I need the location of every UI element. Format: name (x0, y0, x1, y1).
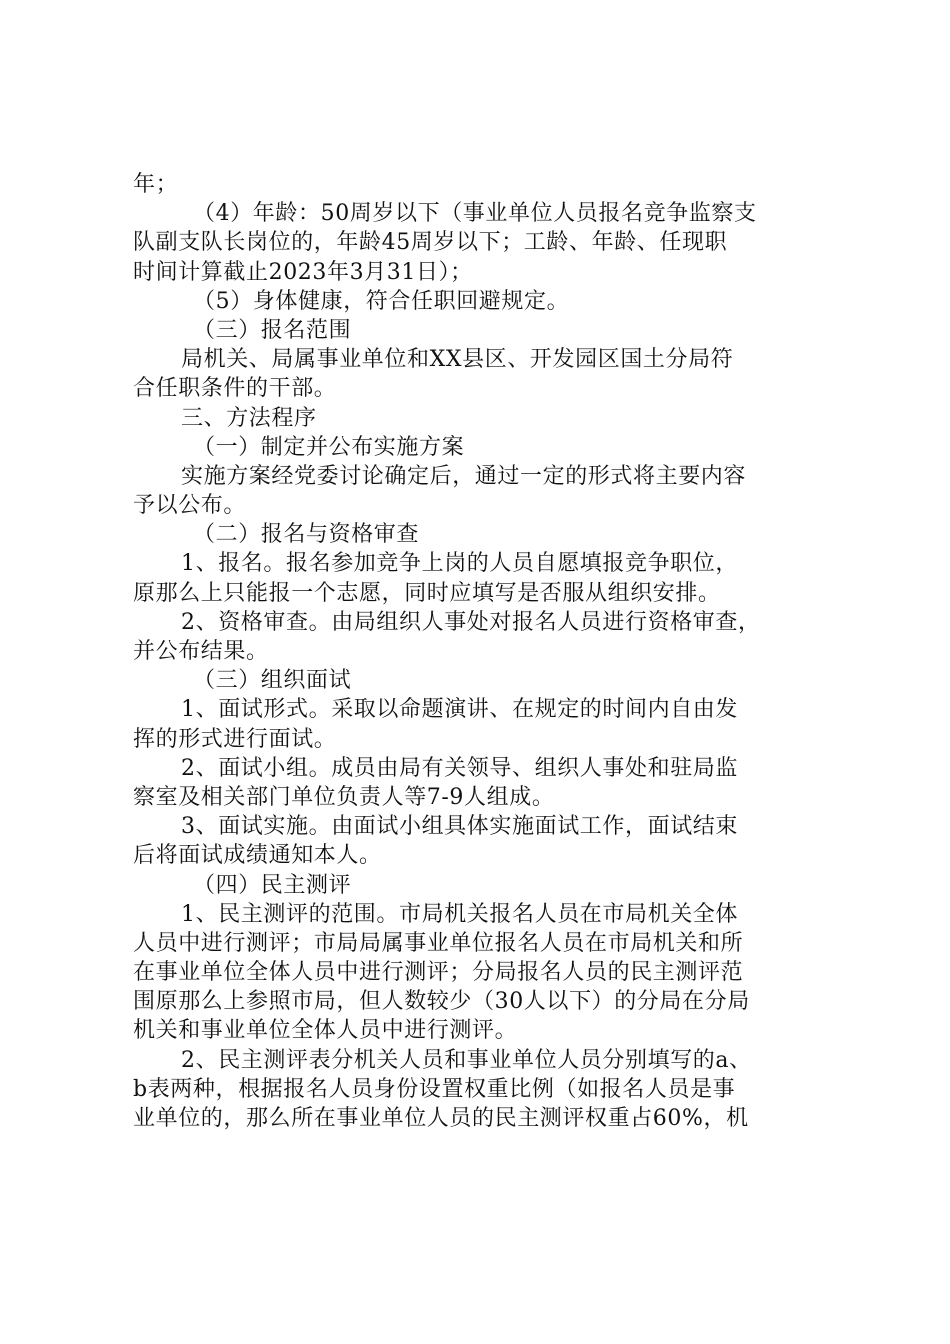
text-line: 挥的形式进行面试。 (133, 726, 337, 752)
text-line: 1、报名。报名参加竞争上岗的人员自愿填报竞争职位， (181, 551, 738, 577)
text-line: 局机关、局属事业单位和XX县区、开发园区国土分局符 (181, 347, 734, 373)
text-line: 队副支队长岗位的，年龄45周岁以下；工龄、年龄、任现职 (133, 230, 728, 256)
text-line: 察室及相关部门单位负责人等7-9人组成。 (133, 784, 555, 810)
text-line: 后将面试成绩通知本人。 (133, 843, 382, 869)
text-line: 时间计算截止2023年3月31日）； (133, 259, 473, 285)
text-line: 1、面试形式。采取以命题演讲、在规定的时间内自由发 (181, 697, 738, 723)
text-line: 合任职条件的干部。 (133, 376, 337, 402)
text-line: 原那么上只能报一个志愿，同时应填写是否服从组织安排。 (133, 580, 721, 606)
text-line: 人员中进行测评；市局局属事业单位报名人员在市局机关和所 (133, 930, 744, 956)
text-line: 并公布结果。 (133, 639, 269, 664)
text-line: 年； (133, 172, 179, 197)
text-line: 3、面试实施。由面试小组具体实施面试工作，面试结束 (181, 814, 738, 840)
text-line: 机关和事业单位全体人员中进行测评。 (133, 1018, 518, 1044)
text-line: （三）组织面试 (193, 668, 352, 694)
text-line: 2、民主测评表分机关人员和事业单位人员分别填写的a、 (181, 1047, 752, 1073)
document-body (133, 170, 828, 1133)
text-line: 1、民主测评的范围。市局机关报名人员在市局机关全体 (181, 901, 738, 927)
text-line: b表两种，根据报名人员身份设置权重比例（如报名人员是事 (133, 1076, 736, 1102)
text-line: 围原那么上参照市局，但人数较少（30人以下）的分局在分局 (133, 989, 750, 1015)
text-line: 在事业单位全体人员中进行测评；分局报名人员的民主测评范 (133, 960, 744, 986)
text-line: 三、方法程序 (181, 405, 317, 431)
text-line: （四）民主测评 (193, 872, 352, 898)
text-line: （5）身体健康，符合任职回避规定。 (193, 288, 570, 314)
text-line: 2、资格审查。由局组织人事处对报名人员进行资格审查， (181, 609, 761, 635)
text-line: 业单位的，那么所在事业单位人员的民主测评权重占60%，机 (133, 1106, 749, 1131)
text-line: 实施方案经党委讨论确定后，通过一定的形式将主要内容 (181, 463, 747, 489)
text-line: （三）报名范围 (193, 317, 352, 343)
text-line: 予以公布。 (133, 493, 247, 519)
text-line: 2、面试小组。成员由局有关领导、组织人事处和驻局监 (181, 755, 738, 781)
text-line: （4）年龄：50周岁以下（事业单位人员报名竞争监察支 (193, 201, 757, 227)
text-line: （一）制定并公布实施方案 (193, 434, 465, 460)
text-line: （二）报名与资格审查 (193, 522, 420, 548)
